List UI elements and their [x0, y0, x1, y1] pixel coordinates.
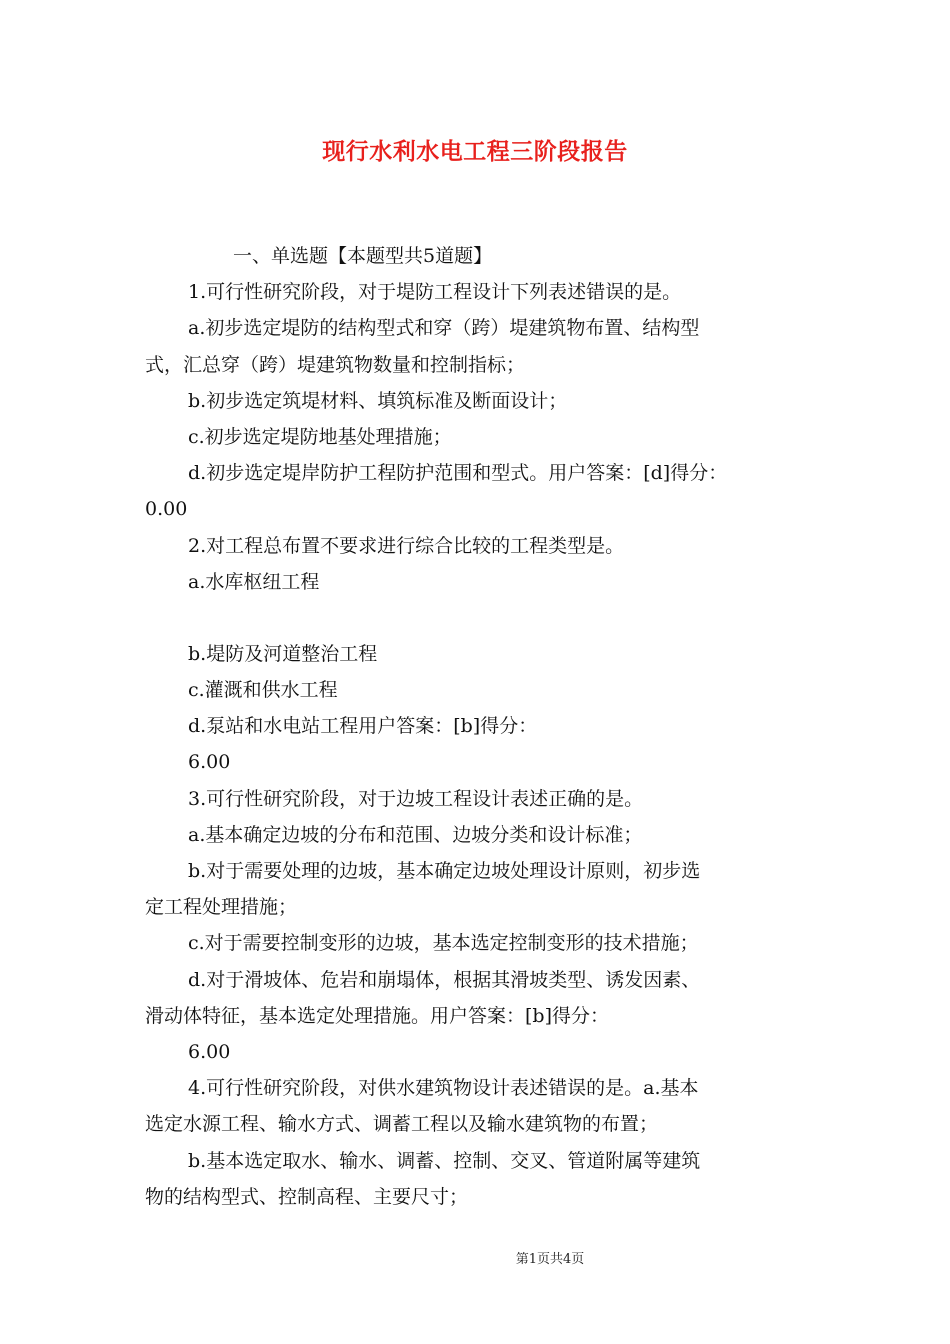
q1-option-d: d.初步选定堤岸防护工程防护范围和型式。用户答案：[d]得分： — [188, 462, 728, 485]
q1-score: 0.00 — [145, 498, 188, 521]
q3-option-a: a.基本确定边坡的分布和范围、边坡分类和设计标准； — [188, 823, 643, 846]
q3-option-d: d.对于滑坡体、危岩和崩塌体，根据其滑坡类型、诱发因素、 — [188, 968, 701, 991]
q2-score: 6.00 — [188, 751, 231, 774]
blank-gap — [145, 600, 805, 636]
document-title: 现行水利水电工程三阶段报告 — [322, 138, 628, 165]
q2-option-d: d.泵站和水电站工程用户答案：[b]得分： — [188, 715, 538, 738]
q1-option-c: c.初步选定堤防地基处理措施； — [188, 425, 452, 448]
q2-option-c: c.灌溉和供水工程 — [188, 679, 338, 702]
q3-option-d-cont: 滑动体特征，基本选定处理措施。用户答案：[b]得分： — [145, 1004, 609, 1027]
q3-score: 6.00 — [188, 1040, 231, 1063]
q1-option-a-cont: 式，汇总穿（跨）堤建筑物数量和控制指标； — [145, 353, 526, 376]
question-4: 4.可行性研究阶段，对供水建筑物设计表述错误的是。a.基本 — [188, 1077, 699, 1100]
q2-option-b: b.堤防及河道整治工程 — [188, 642, 378, 665]
question-1: 1.可行性研究阶段，对于堤防工程设计下列表述错误的是。 — [188, 281, 682, 304]
q4-option-a-cont: 选定水源工程、输水方式、调蓄工程以及输水建筑物的布置； — [145, 1113, 659, 1136]
q3-option-c: c.对于需要控制变形的边坡，基本选定控制变形的技术措施； — [188, 932, 699, 955]
question-2: 2.对工程总布置不要求进行综合比较的工程类型是。 — [188, 534, 625, 557]
q4-option-b-cont: 物的结构型式、控制高程、主要尺寸； — [145, 1185, 469, 1208]
q3-option-b: b.对于需要处理的边坡，基本确定边坡处理设计原则，初步选 — [188, 860, 701, 882]
document-body — [145, 238, 805, 1215]
question-3: 3.可行性研究阶段，对于边坡工程设计表述正确的是。 — [188, 787, 644, 810]
q3-option-b-cont: 定工程处理措施； — [145, 896, 298, 919]
q2-option-a: a.水库枢纽工程 — [188, 570, 320, 593]
q1-option-a: a.初步选定堤防的结构型式和穿（跨）堤建筑物布置、结构型 — [188, 317, 700, 340]
page-number: 第1页共4页 — [515, 1252, 585, 1267]
q1-option-b: b.初步选定筑堤材料、填筑标准及断面设计； — [188, 389, 568, 412]
q4-option-b: b.基本选定取水、输水、调蓄、控制、交叉、管道附属等建筑 — [188, 1149, 701, 1172]
section-heading: 一、单选题【本题型共5道题】 — [233, 245, 493, 267]
